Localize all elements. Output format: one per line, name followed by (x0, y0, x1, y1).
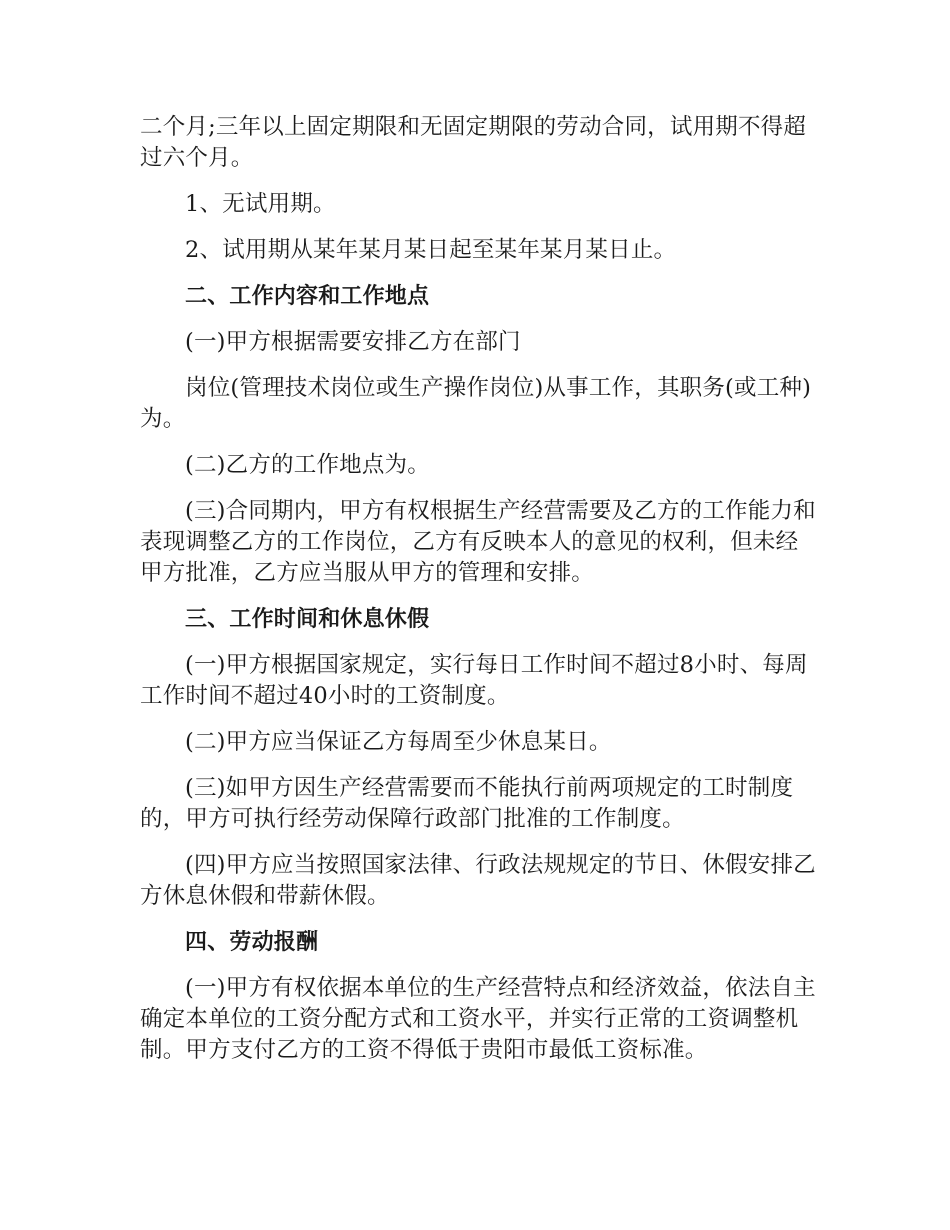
paragraph-probation-period: 2、试用期从某年某月某日起至某年某月某日止。 (185, 237, 677, 263)
paragraph-wage-distribution: (一)甲方有权依据本单位的生产经营特点和经济效益，依法自主确定本单位的工资分配方式和工资水平，并实行正常的工资调整机制。甲方支付乙方的工资不得低于贵阳市最低工资标准。 (140, 975, 816, 1063)
section-heading-remuneration: 四、劳动报酬 (185, 930, 319, 955)
paragraph-weekly-rest: (二)甲方应当保证乙方每周至少休息某日。 (185, 729, 612, 755)
document-body (140, 112, 820, 1081)
paragraph-department-assignment: (一)甲方根据需要安排乙方在部门 (185, 329, 521, 355)
paragraph-position-adjustment: (三)合同期内，甲方有权根据生产经营需要及乙方的工作能力和表现调整乙方的工作岗位，乙方有反映本人的意见的权利，但未经甲方批准，乙方应当服从甲方的管理和安排。 (140, 498, 816, 586)
section-heading-work-hours: 三、工作时间和休息休假 (185, 607, 430, 632)
paragraph-work-location: (二)乙方的工作地点为。 (185, 452, 430, 478)
paragraph-daily-hours: (一)甲方根据国家规定，实行每日工作时间不超过8小时、每周工作时间不超过40小时的工资制度。 (140, 652, 808, 709)
paragraph-alternative-hours: (三)如甲方因生产经营需要而不能执行前两项规定的工时制度的，甲方可执行经劳动保障行政部门批准的工作制度。 (140, 775, 794, 832)
paragraph-no-probation: 1、无试用期。 (185, 191, 336, 217)
section-heading-work-content: 二、工作内容和工作地点 (185, 284, 430, 309)
paragraph-probation-continuation: 二个月;三年以上固定期限和无固定期限的劳动合同，试用期不得超过六个月。 (140, 114, 807, 171)
paragraph-holidays: (四)甲方应当按照国家法律、行政法规规定的节日、休假安排乙方休息休假和带薪休假。 (140, 852, 816, 909)
paragraph-position-duties: 岗位(管理技术岗位或生产操作岗位)从事工作，其职务(或工种)为。 (140, 375, 812, 432)
